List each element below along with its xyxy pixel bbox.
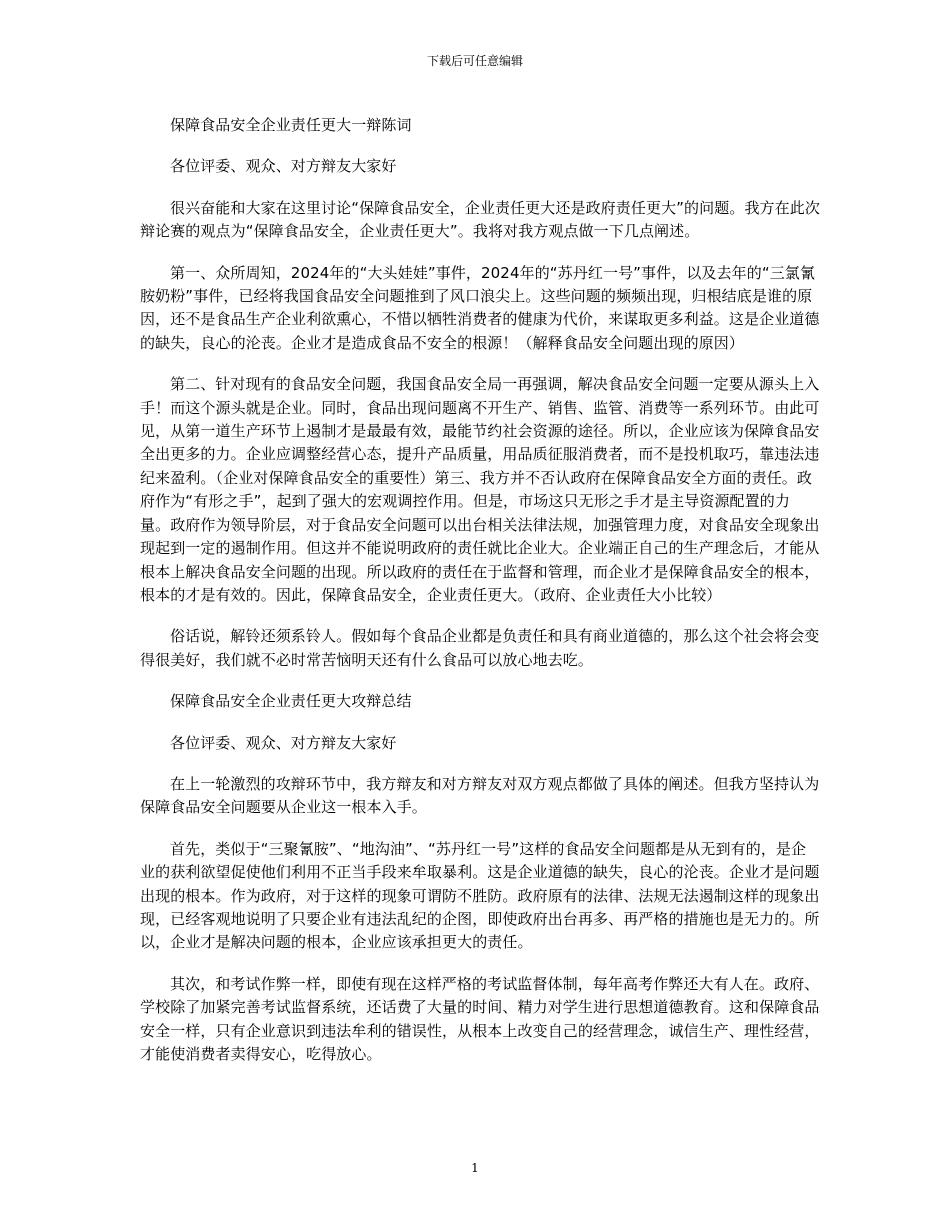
summary-first-paragraph: 首先，类似于“三聚氰胺”、“地沟油”、“苏丹红一号”这样的食品安全问题都是从无到有的，是企业的获利欲望促使他们利用不正当手段来牟取暴利。这是企业道德的缺失，良心的沦丧。企业才是问题出现的根本。作为政府，对于这样的现象可谓防不胜防。政府原有的法律、法规无法遏制这样的现象出现，已经客观地说明了只要企业有违法乱纪的企图，即使政府出台再多、再严格的措施也是无力的。所以，企业才是解决问题的根本，企业应该承担更大的责任。 (140, 839, 820, 952)
intro-paragraph: 很兴奋能和大家在这里讨论“保障食品安全，企业责任更大还是政府责任更大”的问题。我方在此次辩论赛的观点为“保障食品安全，企业责任更大”。我将对我方观点做一下几点阐述。 (140, 198, 820, 241)
title-opening-statement: 保障食品安全企业责任更大一辩陈词 (170, 116, 412, 134)
conclusion-paragraph: 俗话说，解铃还须系铃人。假如每个食品企业都是负责任和具有商业道德的，那么这个社会将会变得很美好，我们就不必时常苦恼明天还有什么食品可以放心地去吃。 (140, 627, 820, 669)
summary-second-paragraph: 其次，和考试作弊一样，即使有现在这样严格的考试监督体制，每年高考作弊还大有人在。政府、学校除了加紧完善考试监督系统，还话费了大量的时间、精力对学生进行思想道德教育。这和保障食品安全一样，只有企业意识到违法牟利的错误性，从根本上改变自己的经营理念，诚信生产、理性经营，才能使消费者卖得安心，吃得放心。 (140, 974, 820, 1063)
page-number: 1 (471, 1161, 479, 1175)
greeting: 各位评委、观众、对方辩友大家好 (170, 157, 397, 176)
greeting-summary: 各位评委、观众、对方辩友大家好 (170, 733, 397, 752)
title-debate-summary: 保障食品安全企业责任更大攻辩总结 (170, 692, 412, 711)
second-third-point-paragraph: 第二、针对现有的食品安全问题，我国食品安全局一再强调，解决食品安全问题一定要从源头上入手！而这个源头就是企业。同时，食品出现问题离不开生产、销售、监管、消费等一系列环节。由此可见，从第一道生产环节上遏制才是最最有效，最能节约社会资源的途径。所以，企业应该为保障食品安全出更多的力。企业应调整经营心态，提升产品质量，用品质征服消费者，而不是投机取巧，靠违法违纪来盈利。（企业对保障食品安全的重要性）第三、我方并不否认政府在保障食品安全方面的责任。政府作为“有形之手”，起到了强大的宏观调控作用。但是，市场这只无形之手才是主导资源配置的力量。政府作为领导阶层，对于食品安全问题可以出台相关法律法规，加强管理力度，对食品安全现象出现起到一定的遏制作用。但这并不能说明政府的责任就比企业大。企业端正自己的生产理念后，才能从根本上解决食品安全问题的出现。所以政府的责任在于监督和管理，而企业才是保障食品安全的根本，根本的才是有效的。因此，保障食品安全，企业责任更大。（政府、企业责任大小比较） (140, 375, 820, 604)
document-body (140, 114, 820, 1084)
first-point-paragraph: 第一、众所周知，2024年的“大头娃娃”事件，2024年的“苏丹红一号”事件，以及去年的“三氯氰胺奶粉”事件，已经将我国食品安全问题推到了风口浪尖上。这些问题的频频出现，归根结底是谁的原因，还不是食品生产企业利欲熏心，不惜以牺牲消费者的健康为代价，来谋取更多利益。这是企业道德的缺失，良心的沦丧。企业才是造成食品不安全的根源！（解释食品安全问题出现的原因） (140, 263, 820, 352)
summary-intro-paragraph: 在上一轮激烈的攻辩环节中，我方辩友和对方辩友对双方观点都做了具体的阐述。但我方坚持认为保障食品安全问题要从企业这一根本入手。 (140, 774, 820, 817)
page-header: 下载后可任意编辑 (426, 54, 523, 68)
